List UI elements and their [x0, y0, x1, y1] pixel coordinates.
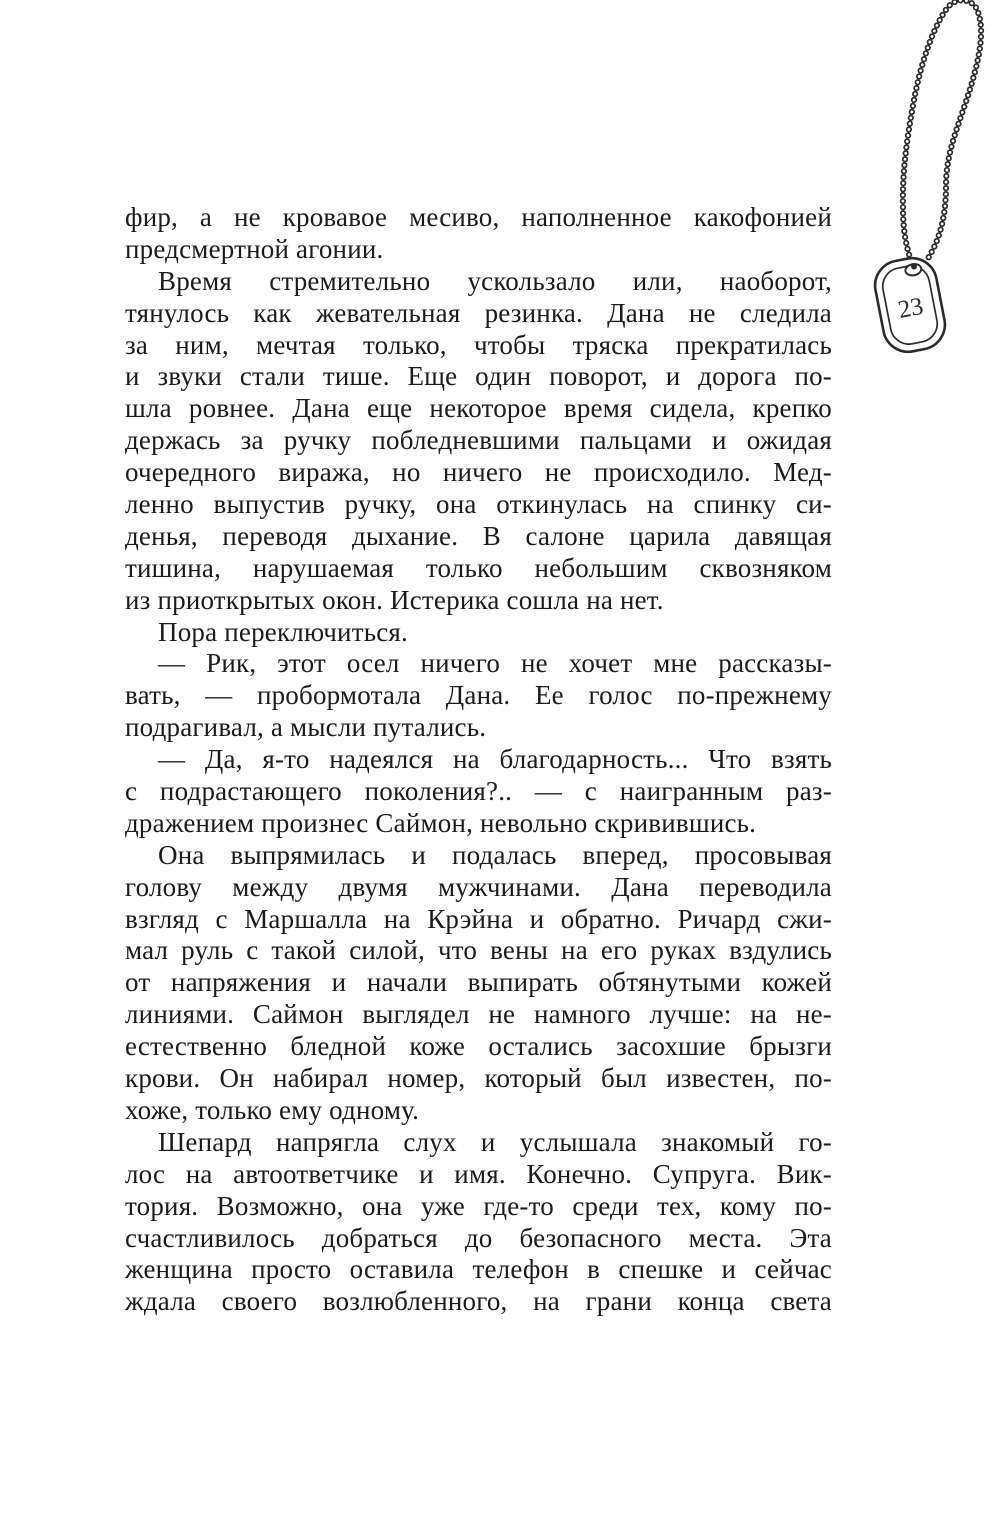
page-number: 23	[895, 292, 926, 325]
text-line: Шепард напрягла слух и услышала знакомый го-	[158, 1126, 832, 1157]
text-line: с подрастающего поколения?.. — с наигранным раз-	[125, 776, 832, 807]
text-line: из приоткрытых окон. Истерика сошла на нет.	[125, 584, 664, 615]
text-line: шла ровнее. Дана еще некоторое время сидела, крепко	[125, 393, 832, 424]
text-line: Она выпрямилась и подалась вперед, просовывая	[158, 839, 832, 870]
dog-tag-bookmark	[845, 0, 1000, 365]
text-line: счастливилось добраться до безопасного места. Эта	[125, 1222, 832, 1253]
text-line: предсмертной агонии.	[125, 233, 384, 264]
text-line: вать, — пробормотала Дана. Ее голос по-прежнему	[125, 680, 832, 711]
text-line: денья, переводя дыхание. В салоне царила давящая	[125, 520, 832, 551]
text-line: лос на автоответчике и имя. Конечно. Супруга. Вик-	[125, 1158, 832, 1189]
text-line: крови. Он набирал номер, который был известен, по-	[125, 1063, 832, 1094]
text-line: держась за ручку побледневшими пальцами и ожидая	[125, 425, 832, 456]
text-line: линиями. Саймон выглядел не намного лучше: на не-	[125, 999, 832, 1030]
text-line: взгляд с Маршалла на Крэйна и обратно. Ричард сжи-	[125, 903, 832, 934]
text-line: ждала своего возлюбленного, на грани конца света	[125, 1286, 832, 1317]
text-line: хоже, только ему одному.	[125, 1094, 420, 1125]
text-line: Пора переключиться.	[158, 616, 408, 647]
page-text	[125, 202, 832, 1318]
text-line: мал руль с такой силой, что вены на его руках вздулись	[125, 935, 832, 966]
text-line: дражением произнес Саймон, невольно скривившись.	[125, 807, 757, 838]
text-line: — Да, я-то надеялся на благодарность... Что взять	[158, 744, 832, 775]
text-line: от напряжения и начали выпирать обтянутыми кожей	[125, 967, 832, 998]
text-line: тишина, нарушаемая только небольшим сквозняком	[125, 552, 832, 583]
chain-end-bead-icon	[911, 264, 917, 270]
text-line: естественно бледной коже остались засохшие брызги	[125, 1031, 832, 1062]
text-line: голову между двумя мужчинами. Дана переводила	[125, 871, 832, 902]
text-line: — Рик, этот осел ничего не хочет мне рассказы-	[158, 648, 832, 679]
text-line: Время стремительно ускользало или, наоборот,	[158, 265, 832, 296]
text-line: и звуки стали тише. Еще один поворот, и дорога по-	[125, 361, 832, 392]
text-line: ленно выпустив ручку, она откинулась на спинку си-	[125, 489, 832, 520]
ball-chain-icon	[903, 0, 981, 266]
text-line: тория. Возможно, она уже где-то среди тех, кому по-	[125, 1190, 832, 1221]
text-line: за ним, мечтая только, чтобы тряска прекратилась	[125, 329, 832, 360]
text-line: фир, а не кровавое месиво, наполненное какофонией	[125, 202, 832, 232]
text-line: очередного виража, но ничего не происходило. Мед-	[125, 457, 832, 488]
tag-plate	[871, 254, 949, 356]
text-line: женщина просто оставила телефон в спешке и сейчас	[125, 1254, 832, 1285]
text-line: подрагивал, а мысли путались.	[125, 712, 487, 743]
text-line: тянулось как жевательная резинка. Дана не следила	[125, 297, 832, 328]
